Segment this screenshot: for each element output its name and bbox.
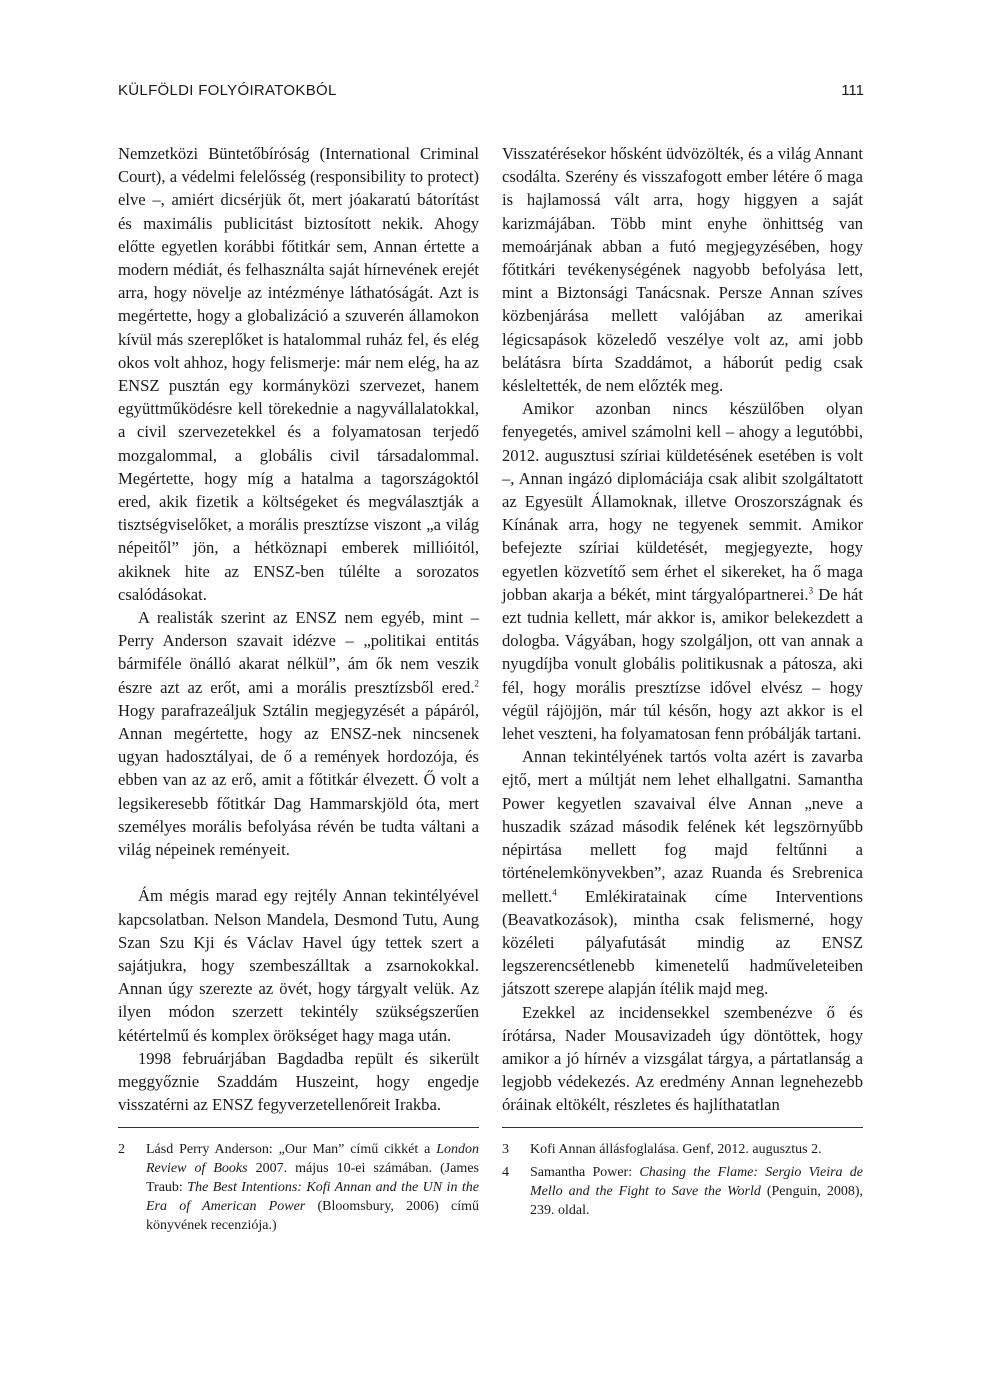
footnote-title: Chasing the Flame: Sergio Vieira de Mello and the Fight to Save the World — [530, 1165, 863, 1199]
body-paragraph: Ezekkel az incidensekkel szembenézve ő és írótársa, Nader Mousavizadeh úgy döntöttek, hogy amikor a jó hírnév a vizsgálat tárgya, a pártatlanság a legjobb védekezés. Az eredmény Annan legnehezebb óráinak eltökélt, részletes és hajlíthatatlan — [502, 1002, 863, 1115]
footnotes-left — [118, 1127, 479, 1239]
footnote-ref[interactable]: 3 — [808, 585, 814, 596]
footnote-ref[interactable]: 4 — [552, 886, 557, 897]
footnote-ref[interactable]: 2 — [474, 678, 479, 689]
footnote-text-part: (Bloomsbury, 2006) című könyvének recenziója.) — [146, 1199, 479, 1233]
footnote-title: London Review of Books — [146, 1142, 479, 1176]
footnotes-right — [502, 1127, 863, 1224]
footnote-text-part: Samantha Power: — [530, 1165, 640, 1180]
footnote-title: The Best Intentions: Kofi Annan and the UN in the Era of American Power — [146, 1180, 479, 1214]
body-paragraph — [118, 606, 479, 861]
body-paragraph — [502, 745, 863, 1000]
footnote-text-part: Lásd Perry Anderson: „Our Man” című cikkét a — [146, 1142, 437, 1157]
footnote-text-part: (Penguin, 2008), 239. oldal. — [530, 1184, 863, 1218]
running-head: KÜLFÖLDI FOLYÓIRATOKBÓL — [118, 82, 337, 99]
left-column — [118, 142, 479, 1116]
paragraph-text: De hát ezt tudnia kellett, már akkor is, amikor belekezdett a dologba. Vágyában, hogy szolgáljon, ott van annak a nyugdíjba vonult globális politikusnak a pátosza, aki fél, hogy morális presztízse idővel elvész – hogy végül rájöjjön, már túl későn, hogy azt akkor is el lehet veszteni, ha folyamatosan fenn próbálják tartani. — [502, 584, 864, 744]
body-paragraph: Nemzetközi Büntetőbíróság (International Criminal Court), a védelmi felelősség (responsibility to protect) elve –, amiért dicsérjük őt, mert jóakaratú bátorítást és maximális publicitást biztosított nekik. Ahogy előtte egyetlen korábbi főtitkár sem, Annan értette a modern médiát, és felhasználta saját hírnevének erejét arra, hogy növelje az intézménye láthatóságát. Azt is megértette, hogy a globalizáció a szuverén államokon kívül más szereplőket is hatalommal ruház fel, és elég okos volt ahhoz, hogy felismerje: már nem elég, ha az ENSZ pusztán egy kormányközi szervezet, hanem együttműködésre kell törekednie a nagyvállalatokkal, a civil szervezetekkel és a folyamatosan terjedő mozgalommal, a globális civil társadalommal. Megértette, hogy míg a hatalma a tagországoktól ered, akik fizetik a költségeket és megválasztják a tisztségviselőket, a morális presztízse viszont „a világ népeitől” jön, a hétköznapi emberek millióitól, akiknek hite az ENSZ-ben túlélte a sorozatos csalódásokat. — [118, 144, 479, 604]
paragraph-text: Annan tekintélyének tartós volta azért is zavarba ejtő, mert a múltját nem lehet elhallgatni. Samantha Power kegyetlen szavaival élve Annan „neve a huszadik század második felének két legszörnyűbb népirtása mellett fog majd feltűnni a történelemkönyvekben”, azaz Ruanda és Srebrenica mellett. — [502, 747, 863, 906]
paragraph-text: Hogy parafrazeáljuk Sztálin megjegyzését a pápáról, Annan megértette, hogy az ENSZ-nek nincsenek ugyan hadosztályai, de ő a remények hordozója, és ebben van az az erő, amit a főtitkár élvezett. Ő volt a legsikeresebb főtitkár Dag Hammarskjöld óta, mert személyes morális befolyása révén be tudta váltani a világ népeinek reményeit. — [118, 700, 479, 860]
footnote — [502, 1163, 863, 1220]
paragraph-text: A realisták szerint az ENSZ nem egyéb, mint – Perry Anderson szavait idézve – „politikai entitás bármiféle önálló akarat nélkül”, ám ők nem veszik észre azt az erőt, ami a morális presztízsből ered. — [118, 608, 479, 697]
footnote-text — [530, 1163, 863, 1220]
footnote-text: Kofi Annan állásfoglalása. Genf, 2012. augusztus 2. — [530, 1142, 822, 1157]
page-header — [118, 82, 864, 106]
right-column — [502, 142, 863, 1117]
body-paragraph: Ám mégis marad egy rejtély Annan tekintélyével kapcsolatban. Nelson Mandela, Desmond Tutu, Aung Szan Szu Kji és Václav Havel úgy tettek szert a sajátjukra, hogy szembeszálltak a zsarnokokkal. Annan úgy szerezte az övét, hogy tárgyalt velük. Az ilyen módon szerzett tekintély szükségszerűen kétértelmű és komplex örökséget hagy maga után. — [118, 886, 479, 1045]
footnote-number: 2 — [118, 1142, 125, 1157]
body-paragraph: Visszatérésekor hősként üdvözölték, és a világ Annant csodálta. Szerény és visszafogott ember létére ő maga is hajlamossá vált arra, hogy higgyen a saját karizmájában. Több mint enyhe önhittség van memoárjának abban a futó megjegyzésében, hogy főtitkári tevékenységének nagyobb befolyása lett, mint a Biztonsági Tanácsnak. Persze Annan szíves közbenjárása mellett valójában az amerikai légicsapások közeledő veszélye volt az, ami jobb belátásra bírta Szaddámot, a háborút pedig csak késleltették, de nem előzték meg. — [502, 144, 863, 396]
footnote-text-part: 2007. május 10-ei számában. (James Traub: — [146, 1161, 479, 1195]
section-break — [118, 861, 479, 884]
page-number: 111 — [841, 82, 864, 99]
footnote-text — [146, 1140, 479, 1235]
paragraph-text: Emlékiratainak címe Interventions (Beavatkozások), mintha csak felismerné, hogy közéleti pályafutását mindig az ENSZ legszerencsétlenebb kimenetelű hadműveleteiben játszott szerepe alapján ítélik majd meg. — [502, 886, 863, 999]
body-paragraph — [502, 397, 863, 745]
footnote — [502, 1140, 863, 1159]
footnote-number: 3 — [502, 1142, 509, 1157]
footnote-number: 4 — [502, 1165, 509, 1180]
footnote — [118, 1140, 479, 1235]
paragraph-text: Amikor azonban nincs készülőben olyan fenyegetés, amivel számolni kell – ahogy a legutóbbi, 2012. augusztusi szíriai küldetésének esetében is volt –, Annan ingázó diplomáciája csak alibit szolgáltatott az Egyesült Államoknak, illetve Oroszországnak és Kínának arra, hogy ne tegyenek semmit. Amikor befejezte szíriai küldetését, megjegyezte, hogy egyetlen közvetítő sem érhet el sikereket, ha ő maga jobban akarja a békét, mint tárgyalópartnerei. — [502, 399, 863, 604]
body-paragraph: 1998 februárjában Bagdadba repült és sikerült meggyőznie Szaddám Huszeint, hogy engedje visszatérni az ENSZ fegyverzetellenőreit Irakba. — [118, 1048, 479, 1115]
